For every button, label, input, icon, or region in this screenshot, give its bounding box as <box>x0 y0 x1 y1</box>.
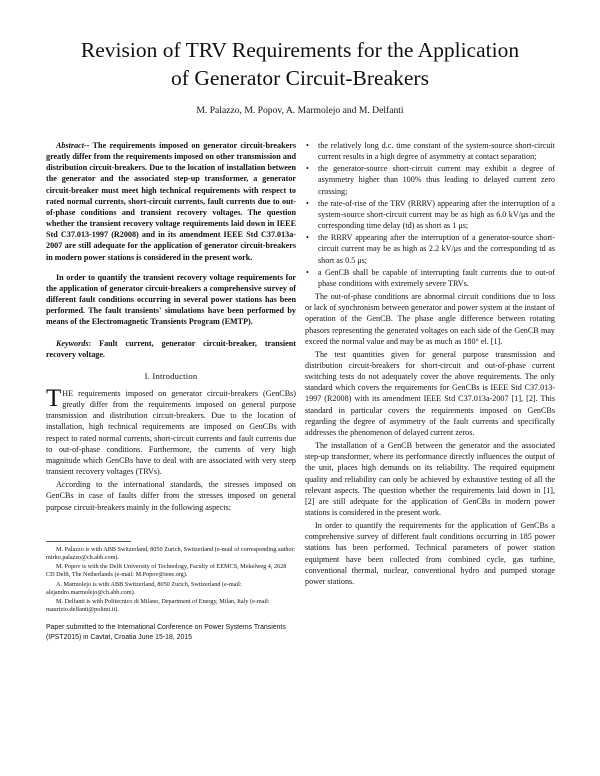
author-list: M. Palazzo, M. Popov, A. Marmolejo and M. Delfanti <box>196 105 404 116</box>
intro-paragraph-1: THE requirements imposed on generator circuit-breakers (GenCBs) greatly differ from the requirements imposed on general purpose transmission and distribution circuit-breakers. Due to the location of installation, high technical requirements are imposed on GenCBs with respect to rated normal currents, short-circuit currents and fault currents due to out-of-phase conditions. Furthermore, the currents of very high magnitude which GenCBs have to deal with are associated with very steep transient recovery voltages (TRVs). <box>46 384 296 477</box>
footnote-divider <box>46 541 131 542</box>
footnote-marmolejo: A. Marmolejo is with ABB Switzerland, 8050 Zurich, Switzerland (e-mail: alejandro.marmolejo@ch.abb.com). <box>46 580 242 596</box>
footnote-palazzo: M. Palazzo is with ABB Switzerland, 8050 Zurich, Switzerland (e-mail of corresponding author: mirko.palazzo@ch.abb.com). <box>46 545 296 561</box>
abstract-paragraph-2: In order to quantify the transient recovery voltage requirements for the application of generator circuit-breakers a comprehensive survey of different fault conditions occurring in several power stations has been performed. The fault transients' simulations have been performed by means of the Electromagnetic Transients Program (EMTP). <box>46 272 296 327</box>
body-paragraph-out-of-phase: The out-of-phase conditions are abnormal circuit conditions due to loss or lack of synchronism between generator and power system at the instant of operation of the GenCB. The phase angle difference between rotating phasors representing the generated voltages on each side of the GenCB may exceed the normal value and may be as much as 180° el. [1]. <box>305 292 555 346</box>
aspects-list <box>305 140 555 289</box>
footnote-delfanti: M. Delfanti is with Politecnico di Milano, Department of Energy, Milan, Italy (e-mail: maurizio.delfanti@polimi.it). <box>46 597 270 614</box>
body-paragraph-test-quantities: The test quantities given for general purpose transmission and distribution circuit-breakers for short-circuit and out-of-phase current switching tests do not adequately cover the above requirements. The only standard which covers the requirements for GenCBs is IEEE Std C37.013-1997 (R2008) with its amendment IEEE Std C37.013a-2007 [1], [2]. This standard in particular covers the requirements imposed on GenCBs regarding the degree of asymmetry of the fault currents and specifically addresses the phenomenon of delayed current zeros. <box>305 349 555 437</box>
section-heading-introduction: I. Introduction <box>144 370 198 381</box>
abstract <box>46 140 296 263</box>
body-paragraph-installation: The installation of a GenCB between the generator and the associated step-up transformer, where its performance directly influences the output of the unit, places high demands on its reliability. The required equipment quality and reliability can only be achieved by exhaustive testing of all the relevant aspects. The question whether the requirements laid down in [1], [2] are still adequate for the application of GenCBs in modern power stations is considered in the present work. <box>305 441 555 517</box>
keywords-text: : Fault current, generator circuit-breaker, transient recovery voltage. <box>46 338 296 359</box>
footnote-popov: M. Popov is with the Delft University of Technology, Faculty of EEMCS, Mekelweg 4, 2628 CD Delft, The Netherlands (e-mail: M.Popov@ieee.org). <box>46 563 287 579</box>
keywords <box>46 338 296 360</box>
paper-title <box>40 36 560 92</box>
keywords-label: Keywords <box>56 338 89 348</box>
list-item: • the RRRV appearing after the interruption of a generator-source short-circuit current may be as high as 2.2 kV/μs and the corresponding td as short as 0.5 μs; <box>305 232 555 265</box>
right-column <box>305 140 555 587</box>
list-item: • a GenCB shall be capable of interrupting fault currents due to out-of phase conditions with extremely severe TRVs. <box>305 267 555 289</box>
title-line-1: Revision of TRV Requirements for the Application <box>80 38 520 62</box>
list-item: • the generator-source short-circuit current may exhibit a degree of asymmetry higher than 100% thus leading to delayed current zero crossing; <box>305 163 555 196</box>
left-column <box>46 140 296 642</box>
list-item: • the relatively long d.c. time constant of the system-source short-circuit current results in a high degree of asymmetry at contact separation; <box>305 140 555 162</box>
abstract-text: The requirements imposed on generator circuit-breakers greatly differ from the requirements imposed on other transmission and distribution circuit-breakers. Due to the location of installation between the generator and the associated step-up transformer, a generator circuit-breaker must meet high technical requirements with respect to rated normal currents, short-circuit currents, fault currents due to out-of-phase conditions and transient recovery voltages. The question whether the transient recovery voltage requirements laid down in IEEE Std C37.013-1997 (R2008) and in its amendment IEEE Std C37.013a-2007 are still adequate for the application of generator circuit-breakers in modern power stations is considered in the present work. <box>46 141 296 262</box>
body-paragraph-survey: In order to quantify the requirements for the application of GenCBs a comprehensive survey of different fault conditions occurring in 185 power stations has been performed. Technical parameters of power station equipment have been collected from combined cycle, gas turbine, conventional thermal, nuclear, conventional hydro and pumped storage power stations. <box>305 521 555 586</box>
abstract-label: Abstract-- <box>56 141 90 150</box>
title-line-2: of Generator Circuit-Breakers <box>171 66 429 90</box>
conference-note: Paper submitted to the International Conference on Power Systems Transients (IPST2015) in Cavtat, Croatia June 15-18, 2015 <box>46 624 286 641</box>
intro-paragraph-2: According to the international standards, the stresses imposed on GenCBs in case of faults differ from the stresses imposed on general purpose circuit-breakers mainly in the following aspects: <box>46 480 296 512</box>
list-item: • the rate-of-rise of the TRV (RRRV) appearing after the interruption of a system-source short-circuit current may be as high as 6.0 kV/μs and the corresponding time delay (td) as short as 1 μs; <box>305 198 555 231</box>
